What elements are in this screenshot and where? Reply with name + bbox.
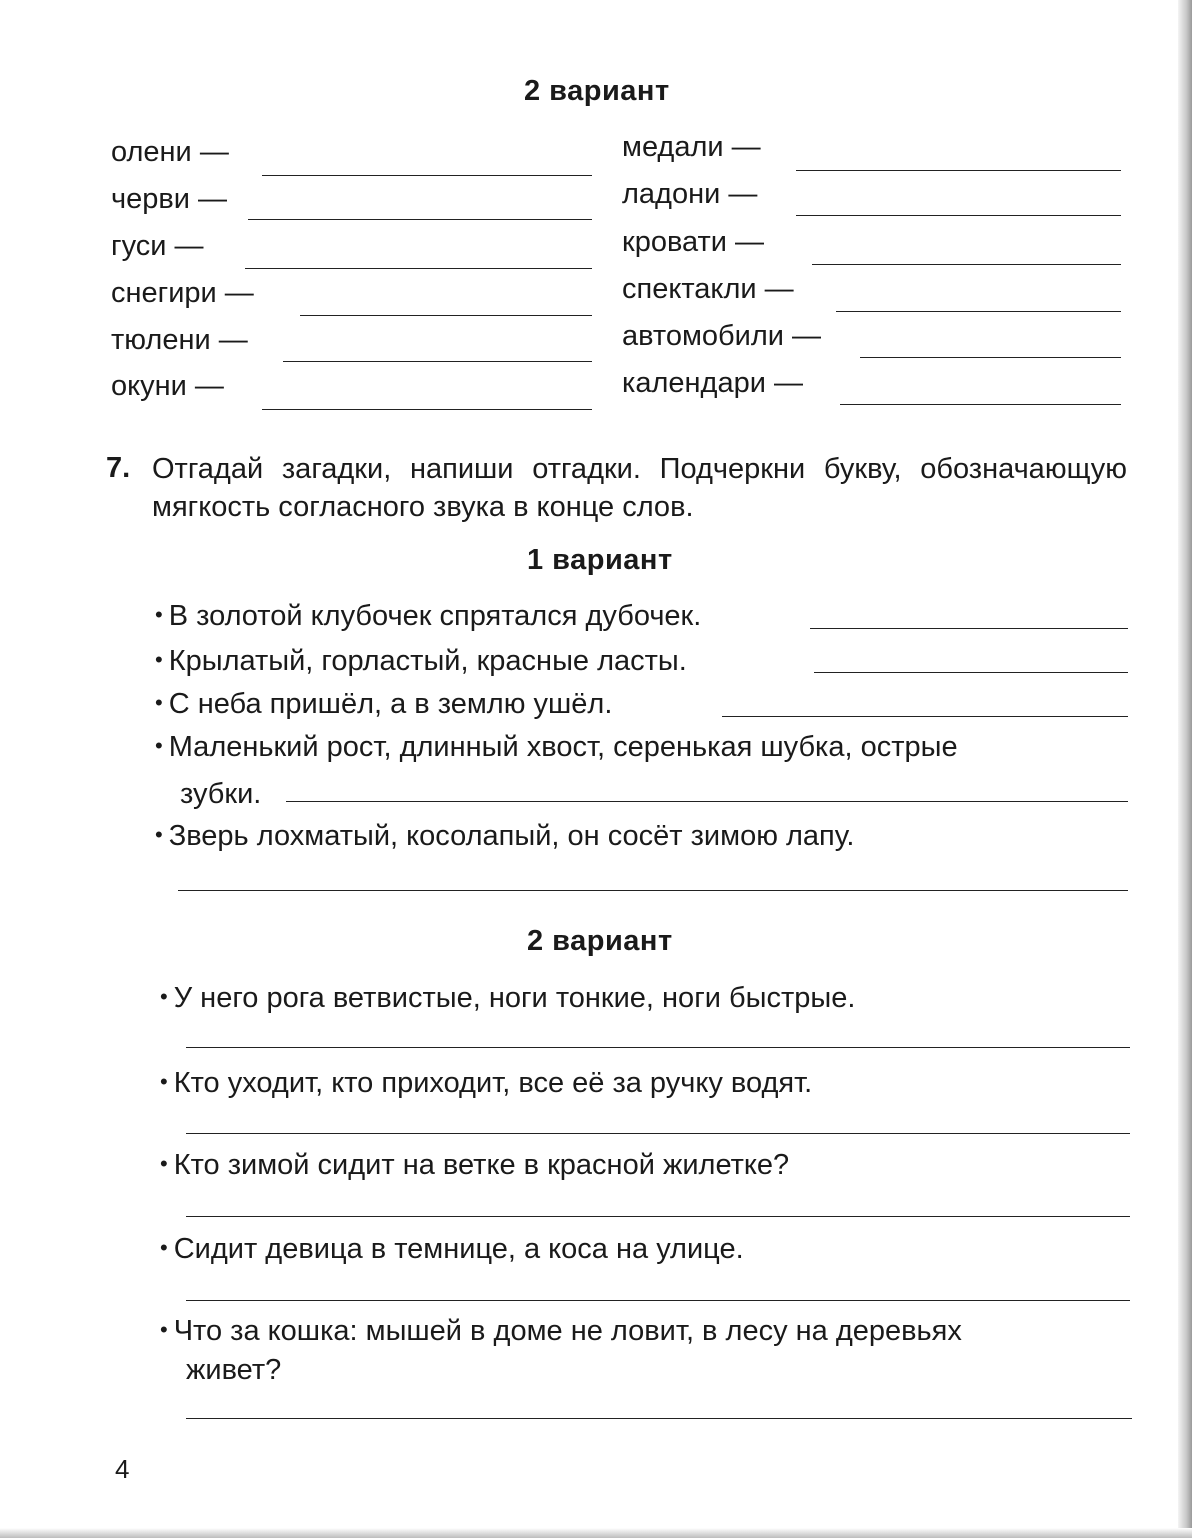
answer-line[interactable] (722, 716, 1128, 717)
answer-line[interactable] (300, 315, 592, 316)
riddle-item: • В золотой клубочек спрятался дубочек. (155, 600, 702, 632)
answer-line[interactable] (836, 311, 1121, 312)
riddle-item: • Крылатый, горластый, красные ласты. (155, 645, 687, 677)
variant-2-heading: 2 вариант (527, 925, 673, 957)
answer-line[interactable] (796, 215, 1121, 216)
page-number: 4 (115, 1454, 130, 1484)
word-left-3: гуси — (111, 230, 204, 262)
bullet-icon: • (155, 602, 163, 627)
bullet-icon: • (160, 1069, 168, 1094)
answer-line[interactable] (286, 801, 1128, 802)
answer-line[interactable] (262, 409, 592, 410)
riddle-item: • Кто уходит, кто приходит, все её за ручку водят. (160, 1067, 813, 1099)
word-right-2: ладони — (622, 178, 758, 210)
bullet-icon: • (160, 984, 168, 1009)
answer-line[interactable] (840, 404, 1121, 405)
riddle-continuation: живет? (186, 1354, 282, 1386)
answer-line[interactable] (186, 1216, 1130, 1217)
bullet-icon: • (155, 647, 163, 672)
answer-line[interactable] (810, 628, 1128, 629)
riddle-continuation: зубки. (180, 778, 262, 810)
riddle-item: • С неба пришёл, а в землю ушёл. (155, 688, 613, 720)
answer-line[interactable] (796, 170, 1121, 171)
task-number: 7. (106, 452, 131, 484)
answer-line[interactable] (283, 361, 592, 362)
variant-2-heading-top: 2 вариант (524, 75, 670, 107)
answer-line[interactable] (248, 219, 592, 220)
answer-line[interactable] (860, 357, 1121, 358)
riddle-item: • Маленький рост, длинный хвост, серенькая шубка, острые (155, 731, 958, 763)
word-left-1: олени — (111, 136, 229, 168)
riddle-item: • Сидит девица в темнице, а коса на улице. (160, 1233, 744, 1265)
answer-line[interactable] (186, 1418, 1132, 1419)
word-right-1: медали — (622, 131, 761, 163)
word-right-5: автомобили — (622, 320, 822, 352)
riddle-item: • У него рога ветвистые, ноги тонкие, ноги быстрые. (160, 982, 856, 1014)
bullet-icon: • (160, 1317, 168, 1342)
bullet-icon: • (155, 822, 163, 847)
answer-line[interactable] (186, 1047, 1130, 1048)
word-left-5: тюлени — (111, 324, 248, 356)
page-edge-shadow (1178, 0, 1192, 1538)
bullet-icon: • (160, 1235, 168, 1260)
answer-line[interactable] (186, 1300, 1130, 1301)
page-edge-shadow-bottom (0, 1528, 1192, 1538)
bullet-icon: • (160, 1151, 168, 1176)
riddle-item: • Что за кошка: мышей в доме не ловит, в лесу на деревьях (160, 1315, 962, 1347)
word-left-6: окуни — (111, 370, 224, 402)
answer-line[interactable] (245, 268, 592, 269)
bullet-icon: • (155, 733, 163, 758)
word-right-6: календари — (622, 367, 803, 399)
word-left-4: снегири — (111, 277, 254, 309)
riddle-item: • Зверь лохматый, косолапый, он сосёт зимою лапу. (155, 820, 855, 852)
word-right-3: кровати — (622, 226, 765, 258)
variant-1-heading: 1 вариант (527, 544, 673, 576)
word-right-4: спектакли — (622, 273, 794, 305)
bullet-icon: • (155, 690, 163, 715)
answer-line[interactable] (186, 1133, 1130, 1134)
word-left-2: черви — (111, 183, 228, 215)
answer-line[interactable] (812, 264, 1121, 265)
answer-line[interactable] (178, 890, 1128, 891)
task-instruction: Отгадай загадки, напиши отгадки. Подчеркни букву, обозначающую мягкость согласного звука в конце слов. (152, 453, 1127, 523)
riddle-item: • Кто зимой сидит на ветке в красной жилетке? (160, 1149, 790, 1181)
answer-line[interactable] (814, 672, 1128, 673)
answer-line[interactable] (262, 175, 592, 176)
